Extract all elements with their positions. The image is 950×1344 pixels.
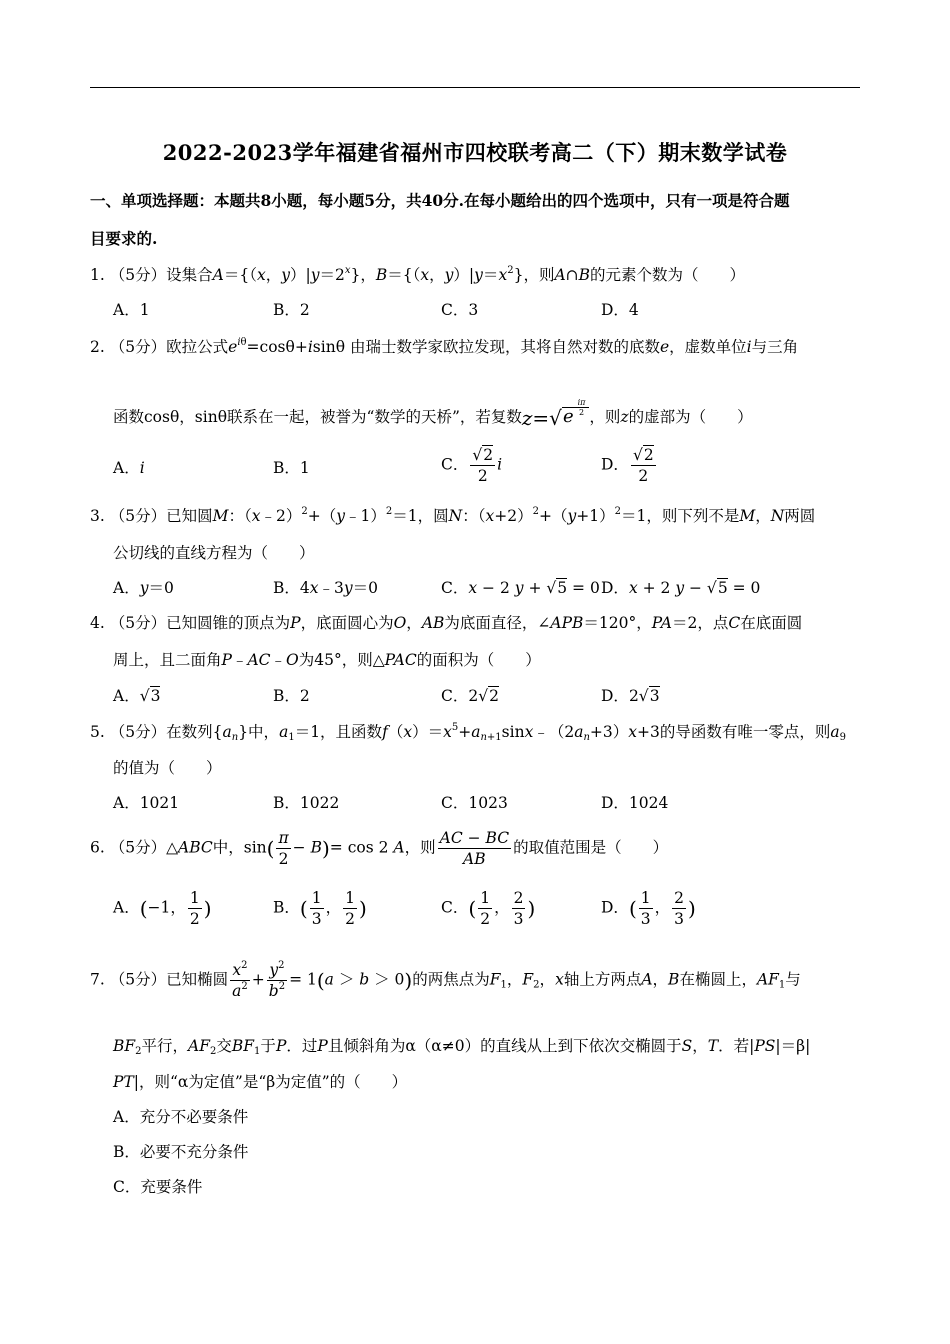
q5-num: 5. — [90, 723, 105, 741]
q4-option-a: A．√3 — [113, 687, 161, 705]
q4-num: 4. — [90, 614, 105, 632]
q2-text-e: 与三角 — [751, 338, 799, 356]
q1-option-c: C．3 — [441, 301, 479, 319]
q4-option-a-label: A． — [113, 687, 140, 705]
q6-option-c-label: C． — [441, 898, 469, 917]
q3-option-d-label: D． — [601, 579, 629, 597]
q7-num: 7. — [90, 970, 105, 989]
question-2-line2: 函数cosθ，sinθ联系在一起，被誉为“数学的天桥”，若复数z=√e $^{\frac{i\pi}{2}}$ ，则z的虚部为（ ） — [113, 398, 753, 430]
q6-option-a: A．(−1， $\frac{1}{2}$ ) — [113, 889, 212, 928]
q7-option-b: B．必要不充分条件 — [113, 1143, 249, 1161]
q2-num: 2. — [90, 338, 105, 356]
q1-text-c: 的元素个数为（ ） — [590, 266, 746, 284]
q3-option-c-label: C． — [441, 579, 469, 597]
q7-option-a: A．充分不必要条件 — [113, 1108, 249, 1126]
q2-option-c-label: C． — [441, 455, 469, 474]
q1-option-b: B．2 — [273, 301, 310, 319]
q2-option-b: B．1 — [273, 459, 310, 477]
q2-text-d: ，虚数单位 — [669, 338, 747, 356]
q3-num: 3. — [90, 507, 105, 525]
question-5: 5. （5分）在数列$\{a_n\}$中，$a_1=1$，且函数$f(x)=x^5+a_{n+1}\sin x﹣(2a_n+3)x+3$的导函数有唯一零点，则$a_9$ — [90, 722, 846, 743]
question-1: 1. （5分）设集合A＝{（x，$y)|y=2^x$}，B＝{（x，$y)|y=x^2$}，则A∩B的元素个数为（ ） — [90, 265, 746, 284]
q7-option-c: C．充要条件 — [113, 1178, 203, 1196]
q4-line2: 周上，且二面角 — [113, 651, 222, 669]
q3-option-b: B．4x﹣3y＝0 — [273, 579, 379, 597]
q4-score: （5分） — [109, 614, 167, 632]
q1-text-b: ，则 — [523, 266, 555, 284]
q2-option-a-label: A． — [113, 459, 140, 477]
page-title: 2022-2023学年福建省福州市四校联考高二（下）期末数学试卷 — [162, 140, 788, 165]
q4-option-d-label: D． — [601, 687, 629, 705]
q6-option-b: B．( $\frac{1}{3}$ ， $\frac{1}{2}$ ) — [273, 889, 367, 928]
q2-option-c: C． $\frac{√2}{2}$ i — [441, 446, 503, 485]
header-rule — [90, 87, 860, 88]
q6-option-c: C．( $\frac{1}{2}$ ， $\frac{2}{3}$ ) — [441, 889, 536, 928]
q2-option-a: A．i — [113, 459, 145, 477]
q3-text: 已知圆 — [166, 507, 213, 525]
question-7: 7. （5分）已知椭圆 $\frac{x^2}{a^2}$ + $\frac{y^2}{b^2}$ = 1(a ＞ b ＞ 0)的两焦点为$F_1$，$F_2$，x轴上方两点A，B在椭圆上，$AF_1$与 — [90, 960, 801, 1000]
q6-option-d: D．( $\frac{1}{3}$ ， $\frac{2}{3}$ ) — [601, 889, 696, 928]
q7-score: （5分） — [109, 970, 167, 989]
q6-text-b: 的取值范围是（ ） — [513, 838, 669, 857]
q5-option-d: D．1024 — [601, 794, 669, 812]
section-heading-cont: 目要求的. — [90, 229, 158, 248]
q6-score: （5分） — [109, 838, 167, 857]
q4-option-c: C．2√2 — [441, 687, 499, 705]
q1-score: （5分） — [109, 266, 167, 284]
q1-option-d: D．4 — [601, 301, 639, 319]
q3-option-b-label: B． — [273, 579, 300, 597]
q2-score: （5分） — [109, 338, 167, 356]
q2-text-b: =cosθ+ — [246, 338, 308, 356]
q2-text: 欧拉公式 — [166, 338, 229, 356]
question-2: 2. （5分）欧拉公式$e^{i\theta}=\cos\theta+isin\theta$ 由瑞士数学家欧拉发现，其将自然对数的底数e，虚数单位i与三角 — [90, 337, 799, 356]
q5-option-b: B．1022 — [273, 794, 340, 812]
q6-option-d-label: D． — [601, 898, 629, 917]
q6-option-a-label: A． — [113, 898, 140, 917]
question-4-line2: 周上，且二面角P﹣AC﹣O为45°，则△PAC的面积为（ ） — [113, 651, 541, 669]
q2-option-d-label: D． — [601, 455, 629, 474]
question-7-line2: $BF_2$平行，$AF_2$交$BF_1$于P．过P且倾斜角为α（α≠0）的直线从上到下依次交椭圆于S，T．若|PS|＝β| — [113, 1037, 811, 1057]
q1-option-a: A．1 — [113, 301, 150, 319]
question-3-line2: 公切线的直线方程为（ ） — [113, 544, 315, 562]
q4-option-d: D．2√3 — [601, 687, 660, 705]
section-heading: 一、单项选择题：本题共8小题，每小题5分，共40分.在每小题给出的四个选项中，只有一项是符合题 — [90, 191, 790, 210]
q2-line2-b: ，则 — [589, 408, 621, 426]
q4-option-b: B．2 — [273, 687, 310, 705]
question-4: 4. （5分）已知圆锥的顶点为P，底面圆心为O，AB为底面直径，∠APB＝120°，PA＝2，点C在底面圆 — [90, 614, 803, 632]
q3-option-a-label: A． — [113, 579, 140, 597]
q2-line2: 函数cosθ，sinθ联系在一起，被誉为“数学的天桥”，若复数 — [113, 408, 522, 426]
q3-option-a: A．y＝0 — [113, 579, 174, 597]
q1-text: 设集合 — [166, 266, 213, 284]
question-7-line3: PT|，则“α为定值”是“β为定值”的（ ） — [113, 1073, 408, 1091]
q6-num: 6. — [90, 838, 105, 857]
q4-option-c-label: C． — [441, 687, 469, 705]
q1-num: 1. — [90, 266, 105, 284]
q3-option-d: D．x + 2 y − √5 = 0 — [601, 579, 761, 597]
q6-option-b-label: B． — [273, 898, 300, 917]
q3-option-c: C．x − 2 y + √5 = 0 — [441, 579, 600, 597]
q2-option-d: D． $\frac{√2}{2}$ — [601, 446, 654, 485]
q7-text: 已知椭圆 — [166, 970, 229, 989]
q3-score: （5分） — [109, 507, 167, 525]
q5-score: （5分） — [109, 723, 167, 741]
question-6: 6. （5分）△ABC中，sin( $\frac{\pi}{2}$ − B)= cos 2 A，则 $\frac{AC - BC}{AB}$ 的取值范围是（ ） — [90, 829, 669, 868]
question-3: 3. （5分）已知圆M：（x﹣2）$^2$+（y﹣1）$^2$＝1，圆N：$(x+2)^2+(y+1)^2=1$，则下列不是M，N两圆 — [90, 506, 816, 525]
question-5-line2: 的值为（ ） — [113, 759, 222, 777]
q2-line2-c: 的虚部为（ ） — [628, 408, 753, 426]
q5-option-a: A．1021 — [113, 794, 180, 812]
q2-text-c: sinθ 由瑞士数学家欧拉发现，其将自然对数的底数 — [312, 338, 660, 356]
q5-option-c: C．1023 — [441, 794, 508, 812]
